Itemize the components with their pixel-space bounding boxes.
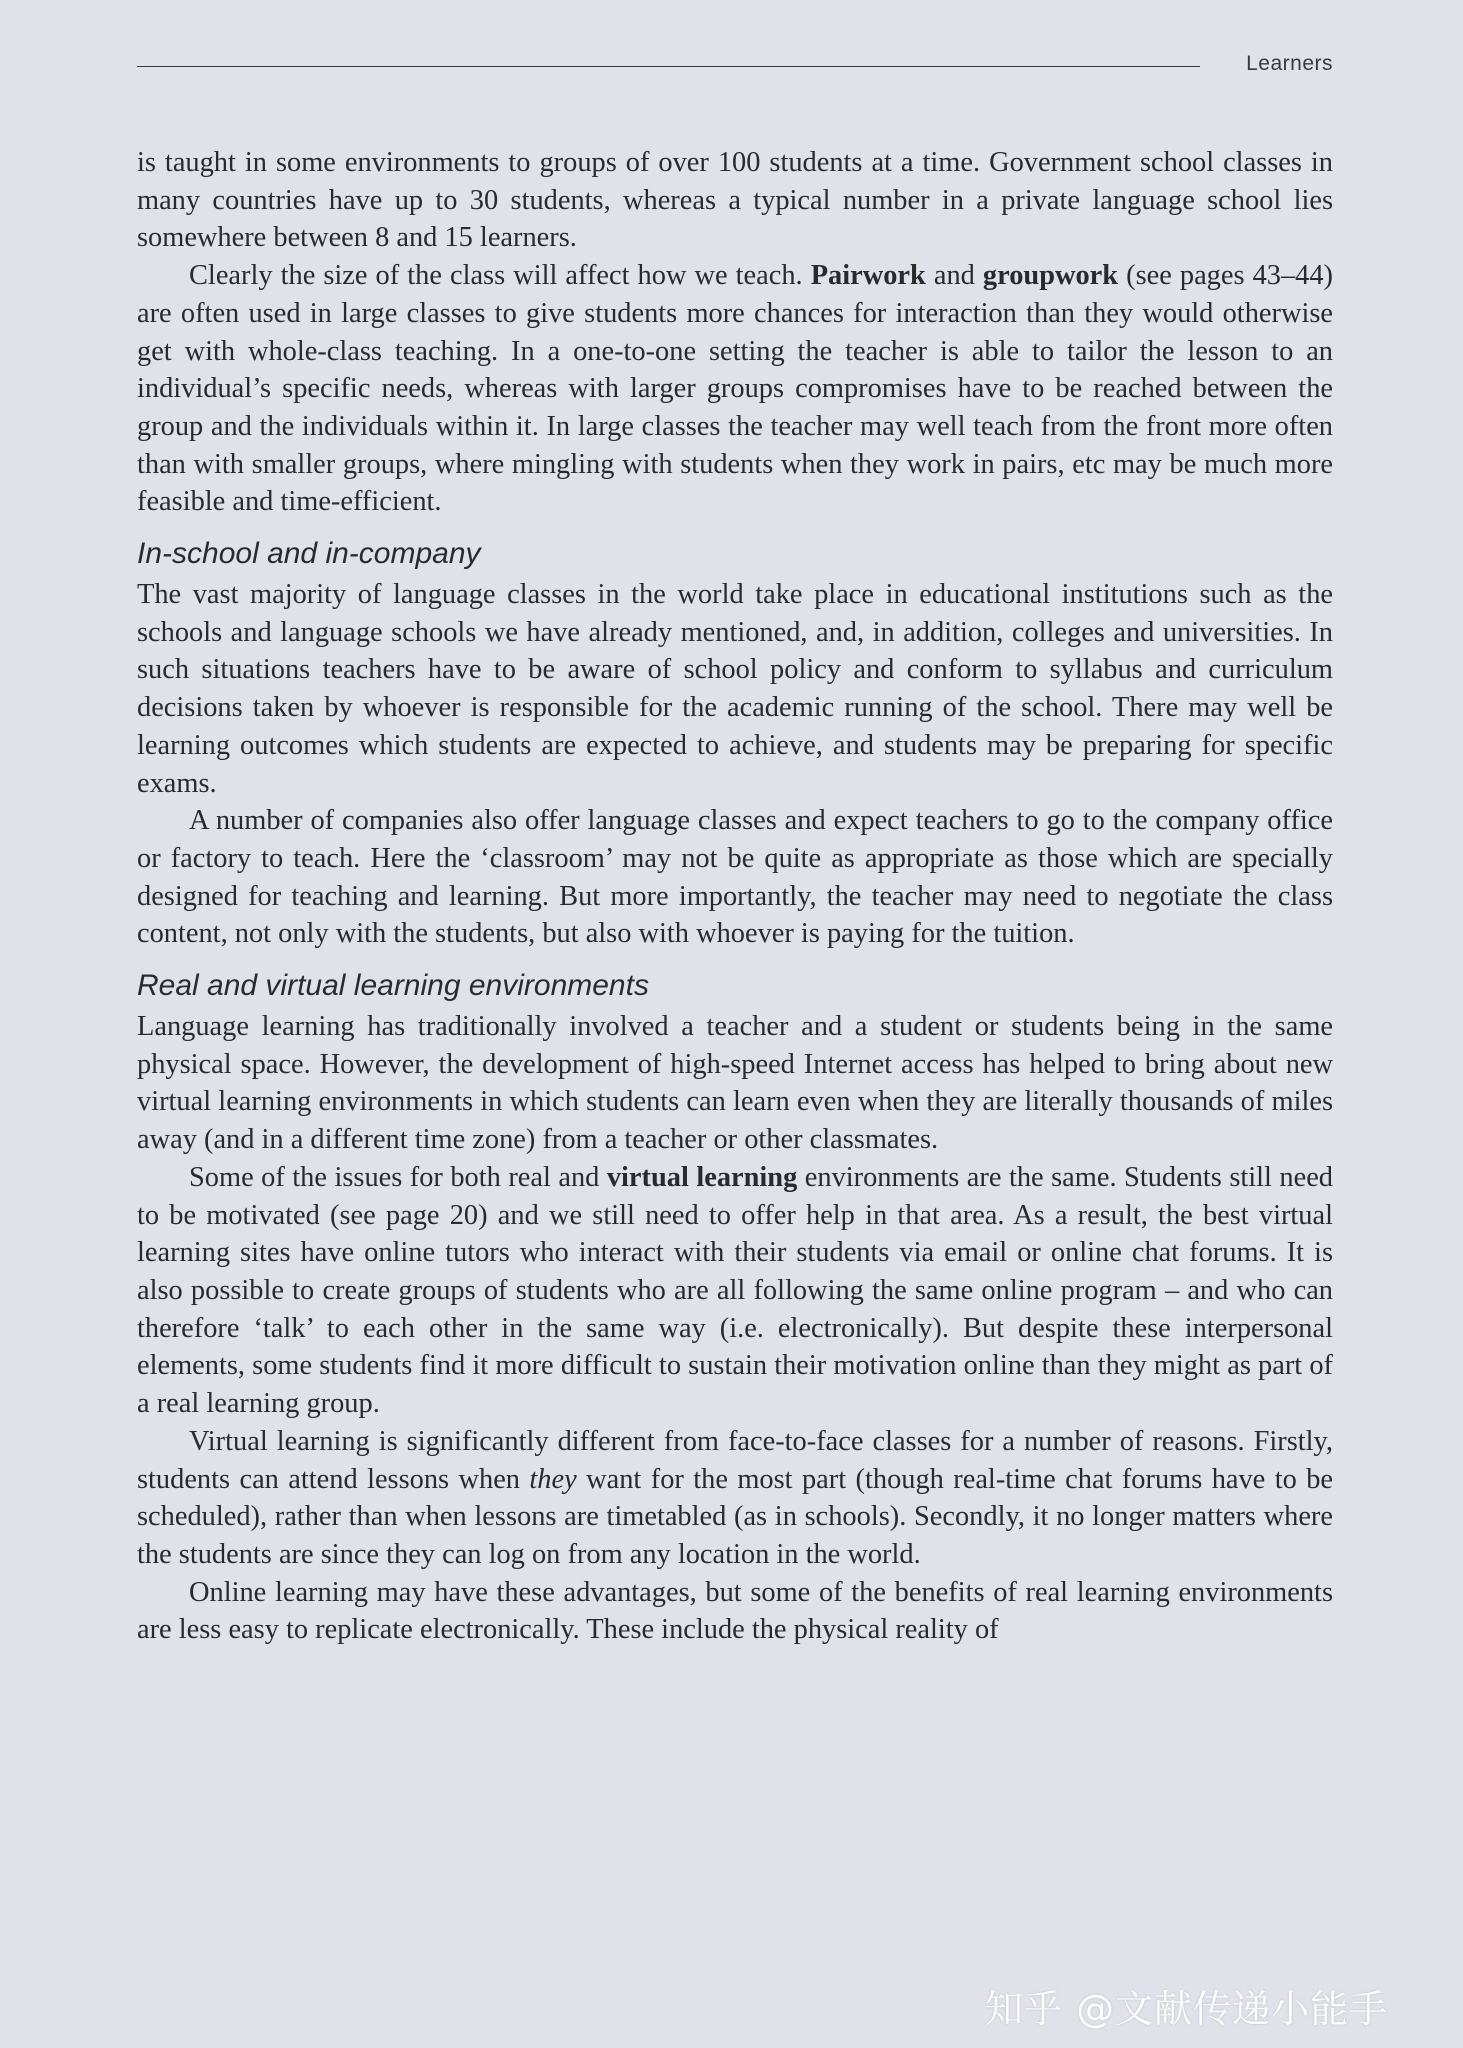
text-run: Some of the issues for both real and [189,1161,607,1193]
body-paragraph [137,1159,1333,1423]
body-paragraph [137,576,1333,802]
section-heading-in-school: In-school and in-company [137,537,481,571]
text-run: (see pages 43–44) are often used in large classes to give students more chances for interaction than they would otherwise get with whole-class teaching. In a one-to-one setting the teacher is able to tailor the lesson to an individual’s specific needs, whereas with larger groups compromises have to be reached between the group and the individuals within it. In large classes the teacher may well teach from the front more often than with smaller groups, where mingling with students when they work in pairs, etc may be much more feasible and time-efficient. [137,260,1334,518]
text-run: Clearly the size of the class will affect how we teach. [189,260,811,292]
key-term: Pairwork [810,260,926,292]
running-head [137,52,1333,82]
body-paragraph [137,257,1333,521]
text-run: Online learning may have these advantages, but some of the benefits of real learning environments are less easy to replicate electronically. These include the physical reality of [137,1576,1333,1646]
text-run: Language learning has traditionally involved a teacher and a student or students being in the same physical space. However, the development of high-speed Internet access has helped to bring about new virtual learning environments in which students can learn even when they are literally thousands of miles away (and in a different time zone) from a teacher or other classmates. [137,1011,1333,1156]
text-run: The vast majority of language classes in the world take place in educational institutions such as the schools and language schools we have already mentioned, and, in addition, colleges and universities. In such situations teachers have to be aware of school policy and conform to syllabus and curriculum decisions taken by whoever is responsible for the academic running of the school. There may well be learning outcomes which students are expected to achieve, and students may be preparing for specific exams. [137,579,1333,799]
text-run: A number of companies also offer language classes and expect teachers to go to the company office or factory to teach. Here the ‘classroom’ may not be quite as appropriate as those which are specially designed for teaching and learning. But more importantly, the teacher may need to negotiate the class content, not only with the students, but also with whoever is paying for the tuition. [137,805,1333,950]
running-head-title: Learners [1246,52,1333,75]
zhihu-watermark: 知乎 @文献传递小能手 [985,1987,1389,2031]
emphasis: they [529,1463,577,1495]
text-run: is taught in some environments to groups of over 100 students at a time. Government school classes in many countries have up to 30 students, whereas a typical number in a private language school lies somewhere between 8 and 15 learners. [137,147,1333,254]
intro-text [137,144,1333,521]
text-run: and [925,260,983,292]
section-heading-virtual: Real and virtual learning environments [137,969,649,1003]
key-term: virtual learning [606,1161,798,1193]
page-body [137,144,1333,1649]
header-rule [137,66,1200,67]
section-virtual [137,1008,1333,1649]
text-run: environments are the same. Students still need to be motivated (see page 20) and we still need to offer help in that area. As a result, the best virtual learning sites have online tutors who interact with their students via email or online chat forums. It is also possible to create groups of students who are all following the same online program – and who can therefore ‘talk’ to each other in the same way (i.e. electronically). But despite these interpersonal elements, some students find it more difficult to sustain their motivation online than they might as part of a real learning group. [137,1161,1334,1420]
body-paragraph [137,802,1333,953]
section-in-school [137,576,1333,953]
body-paragraph [137,1008,1333,1159]
text-run: Virtual learning is significantly different from face-to-face classes for a number of reasons. Firstly, students can attend lessons when [137,1425,1333,1495]
text-run: want for the most part (though real-time chat forums have to be scheduled), rather than when lessons are timetabled (as in schools). Secondly, it no longer matters where the students are since they can log on from any location in the world. [137,1463,1333,1570]
key-term: groupwork [982,260,1119,292]
body-paragraph [137,144,1333,257]
body-paragraph [137,1423,1333,1574]
body-paragraph [137,1574,1333,1649]
